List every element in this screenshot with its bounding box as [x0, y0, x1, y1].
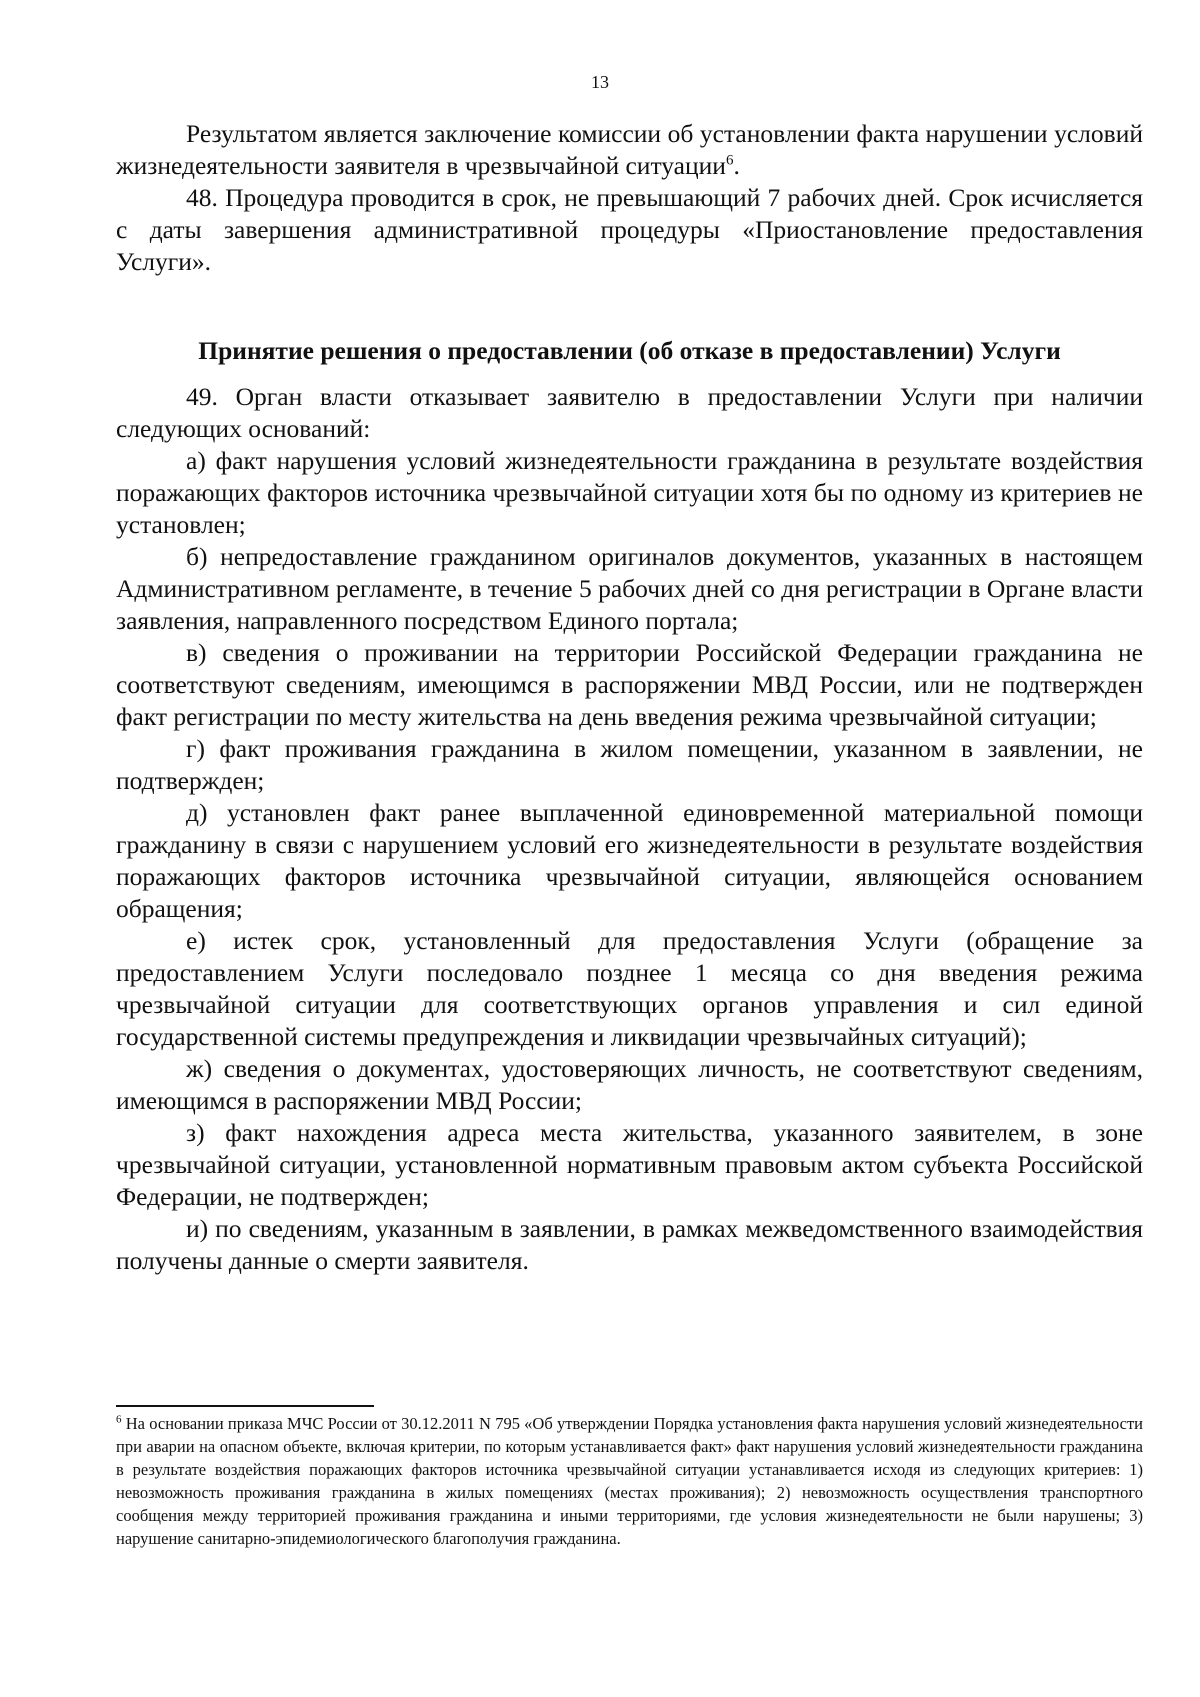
- refusal-item-g: г) факт проживания гражданина в жилом помещении, указанном в заявлении, не подтвержден;: [116, 734, 1143, 795]
- footnote-separator: [116, 1405, 374, 1407]
- refusal-item-a: а) факт нарушения условий жизнедеятельности гражданина в результате воздействия поражающих факторов источника чрезвычайной ситуации хотя бы по одному из критериев не установлен;: [116, 446, 1143, 539]
- result-text-end: .: [733, 151, 740, 180]
- result-paragraph: [116, 118, 1143, 182]
- footnote-reference: 6: [725, 152, 734, 169]
- refusal-item-b: б) непредоставление гражданином оригиналов документов, указанных в настоящем Административном регламенте, в течение 5 рабочих дней со дня регистрации в Органе власти заявления, направленного посредством Единого портала;: [116, 542, 1143, 635]
- document-body: [116, 118, 1143, 1277]
- footnote-marker: 6: [116, 1413, 122, 1426]
- paragraph-49-intro: 49. Орган власти отказывает заявителю в предоставлении Услуги при наличии следующих оснований:: [116, 382, 1143, 443]
- paragraph-48: 48. Процедура проводится в срок, не превышающий 7 рабочих дней. Срок исчисляется с даты завершения административной процедуры «Приостановление предоставления Услуги».: [116, 183, 1143, 276]
- footnote-text: На основании приказа МЧС России от 30.12.2011 N 795 «Об утверждении Порядка установления факта нарушения условий жизнедеятельности при аварии на опасном объекте, включая критерии, по которым устанавливается факт» факт нарушения условий жизнедеятельности гражданина в результате воздействия поражающих факторов источника чрезвычайной ситуации устанавливается исходя из следующих критериев: 1) невозможность проживания гражданина в жилых помещениях (местах проживания); 2) невозможность осуществления транспортного сообщения между территорией проживания гражданина и иными территориями, где условия жизнедеятельности не были нарушены; 3) нарушение санитарно-эпидемиологического благополучия гражданина.: [116, 1414, 1143, 1548]
- page-number: 13: [591, 72, 609, 92]
- refusal-item-zh: ж) сведения о документах, удостоверяющих личность, не соответствуют сведениям, имеющимся в распоряжении МВД России;: [116, 1054, 1143, 1115]
- footnote: [116, 1412, 1143, 1550]
- refusal-item-d: д) установлен факт ранее выплаченной единовременной материальной помощи гражданину в связи с нарушением условий его жизнедеятельности в результате воздействия поражающих факторов источника чрезвычайной ситуации, являющейся основанием обращения;: [116, 798, 1143, 923]
- result-text: Результатом является заключение комиссии об установлении факта нарушении условий жизнедеятельности заявителя в чрезвычайной ситуации: [116, 119, 1143, 180]
- section-heading: Принятие решения о предоставлении (об отказе в предоставлении) Услуги: [198, 336, 1061, 365]
- refusal-item-z: з) факт нахождения адреса места жительства, указанного заявителем, в зоне чрезвычайной ситуации, установленной нормативным правовым актом субъекта Российской Федерации, не подтвержден;: [116, 1118, 1143, 1211]
- refusal-item-v: в) сведения о проживании на территории Российской Федерации гражданина не соответствуют сведениям, имеющимся в распоряжении МВД России, или не подтвержден факт регистрации по месту жительства на день введения режима чрезвычайной ситуации;: [116, 638, 1143, 731]
- refusal-item-i: и) по сведениям, указанным в заявлении, в рамках межведомственного взаимодействия получены данные о смерти заявителя.: [116, 1214, 1143, 1275]
- refusal-item-e: е) истек срок, установленный для предоставления Услуги (обращение за предоставлением Услуги последовало позднее 1 месяца со дня введения режима чрезвычайной ситуации для соответствующих органов управления и сил единой государственной системы предупреждения и ликвидации чрезвычайных ситуаций);: [116, 926, 1143, 1051]
